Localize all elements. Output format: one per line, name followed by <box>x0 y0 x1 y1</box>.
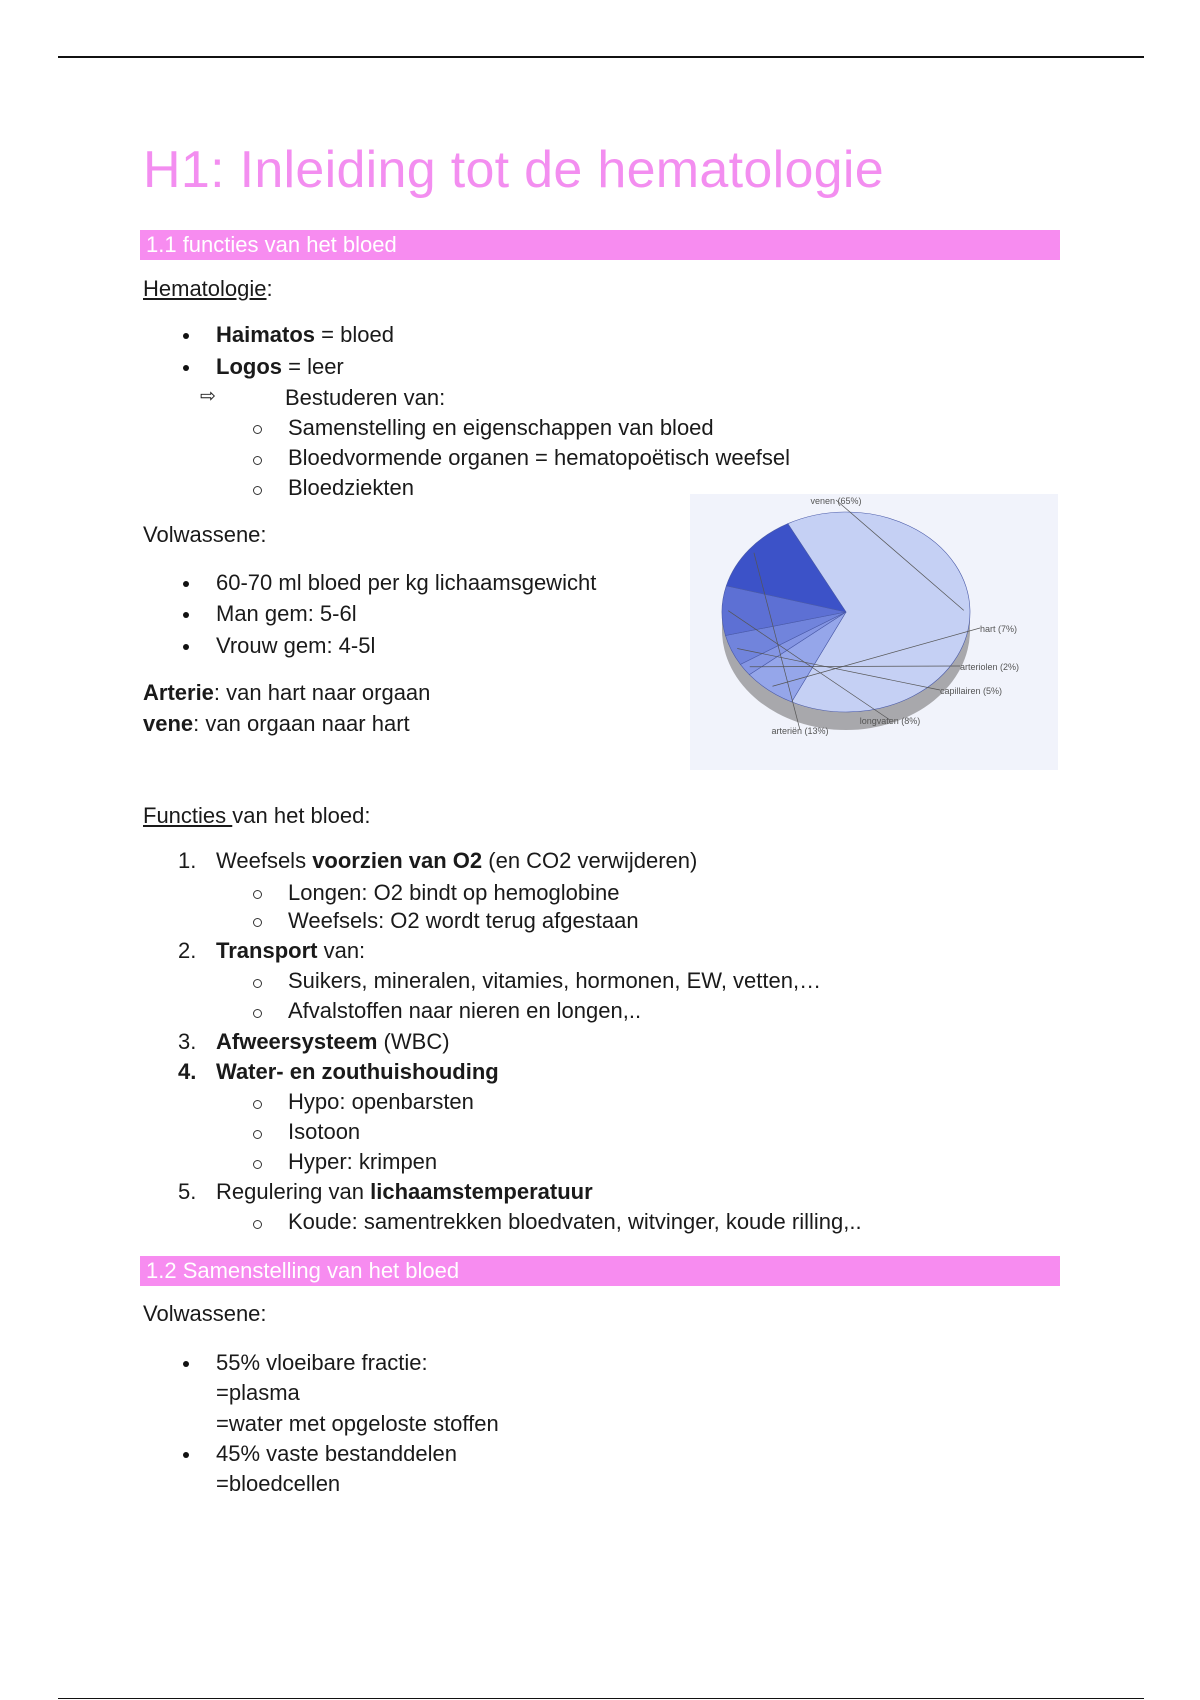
list-item: Koude: samentrekken bloedvaten, witvinger, koude rilling,.. <box>288 1209 862 1234</box>
list-item-continuation: =water met opgeloste stoffen <box>216 1411 499 1436</box>
list-number: 2. <box>178 938 197 963</box>
list-number: 5. <box>178 1179 197 1204</box>
circle-bullet-icon <box>253 918 262 927</box>
list-item: Water- en zouthuishouding <box>216 1059 499 1084</box>
list-item: Transport van: <box>216 938 366 963</box>
pie-label: arteriën (13%) <box>771 726 829 736</box>
list-item: Afvalstoffen naar nieren en longen,.. <box>288 998 642 1023</box>
list-item: 45% vaste bestanddelen <box>216 1441 457 1466</box>
list-item: Man gem: 5-6l <box>216 601 357 626</box>
circle-bullet-icon <box>253 1220 262 1229</box>
list-item: Weefsels: O2 wordt terug afgestaan <box>288 908 639 933</box>
list-item: Hyper: krimpen <box>288 1149 438 1174</box>
bullet-dot <box>183 333 189 339</box>
list-item: Hypo: openbarsten <box>288 1089 474 1114</box>
bullet-dot <box>183 365 189 371</box>
bullet-dot <box>183 612 189 618</box>
list-item: Isotoon <box>288 1119 361 1144</box>
list-item: Bloedvormende organen = hematopoëtisch weefsel <box>288 445 791 470</box>
arrow-text: Bestuderen van: <box>285 385 446 410</box>
circle-bullet-icon <box>253 979 262 988</box>
list-item: 55% vloeibare fractie: <box>216 1350 428 1375</box>
volwassene-heading: Volwassene: <box>143 522 267 547</box>
list-item: Weefsels voorzien van O2 (en CO2 verwijderen) <box>216 848 698 873</box>
circle-bullet-icon <box>253 1130 262 1139</box>
list-number: 1. <box>178 848 197 873</box>
section-heading-2: 1.2 Samenstelling van het bloed <box>140 1256 1060 1286</box>
arterie-line: Arterie: van hart naar orgaan <box>143 680 431 705</box>
pie-label: longvaten (8%) <box>859 716 921 726</box>
pie-label: capillairen (5%) <box>940 686 1003 696</box>
list-item: Vrouw gem: 4-5l <box>216 633 376 658</box>
section-heading-1: 1.1 functies van het bloed <box>140 230 1060 260</box>
arrow-icon: ⇨ <box>200 386 216 407</box>
pie-label: venen (65%) <box>810 496 862 506</box>
list-item: Haimatos = bloed <box>216 322 394 347</box>
pie-label: arteriolen (2%) <box>960 662 1020 672</box>
circle-bullet-icon <box>253 1100 262 1109</box>
functies-heading: Functies van het bloed: <box>143 803 371 828</box>
circle-bullet-icon <box>253 1160 262 1169</box>
footer-rule <box>58 1698 1144 1699</box>
circle-bullet-icon <box>253 890 262 899</box>
list-item: Bloedziekten <box>288 475 414 500</box>
pie-svg <box>690 494 1058 770</box>
volwassene-heading-2: Volwassene: <box>143 1301 267 1326</box>
list-number: 3. <box>178 1029 197 1054</box>
list-item: Suikers, mineralen, vitamies, hormonen, EW, vetten,… <box>288 968 822 993</box>
list-item-continuation: =plasma <box>216 1380 300 1405</box>
list-item: Afweersysteem (WBC) <box>216 1029 450 1054</box>
list-item: Logos = leer <box>216 354 344 379</box>
blood-distribution-pie-chart <box>690 494 1058 770</box>
list-item: Regulering van lichaamstemperatuur <box>216 1179 593 1204</box>
list-item-continuation: =bloedcellen <box>216 1471 341 1496</box>
bullet-dot <box>183 1452 189 1458</box>
list-item: Longen: O2 bindt op hemoglobine <box>288 880 620 905</box>
circle-bullet-icon <box>253 486 262 495</box>
circle-bullet-icon <box>253 425 262 434</box>
bullet-dot <box>183 1361 189 1367</box>
vene-line: vene: van orgaan naar hart <box>143 711 410 736</box>
hematologie-heading: Hematologie: <box>143 276 273 301</box>
bullet-dot <box>183 581 189 587</box>
circle-bullet-icon <box>253 1009 262 1018</box>
list-number: 4. <box>178 1059 197 1084</box>
list-item: 60-70 ml bloed per kg lichaamsgewicht <box>216 570 597 595</box>
list-item: Samenstelling en eigenschappen van bloed <box>288 415 714 440</box>
pie-label: hart (7%) <box>980 624 1018 634</box>
page-title: H1: Inleiding tot de hematologie <box>143 141 884 199</box>
bullet-dot <box>183 644 189 650</box>
circle-bullet-icon <box>253 456 262 465</box>
header-rule <box>58 56 1144 58</box>
